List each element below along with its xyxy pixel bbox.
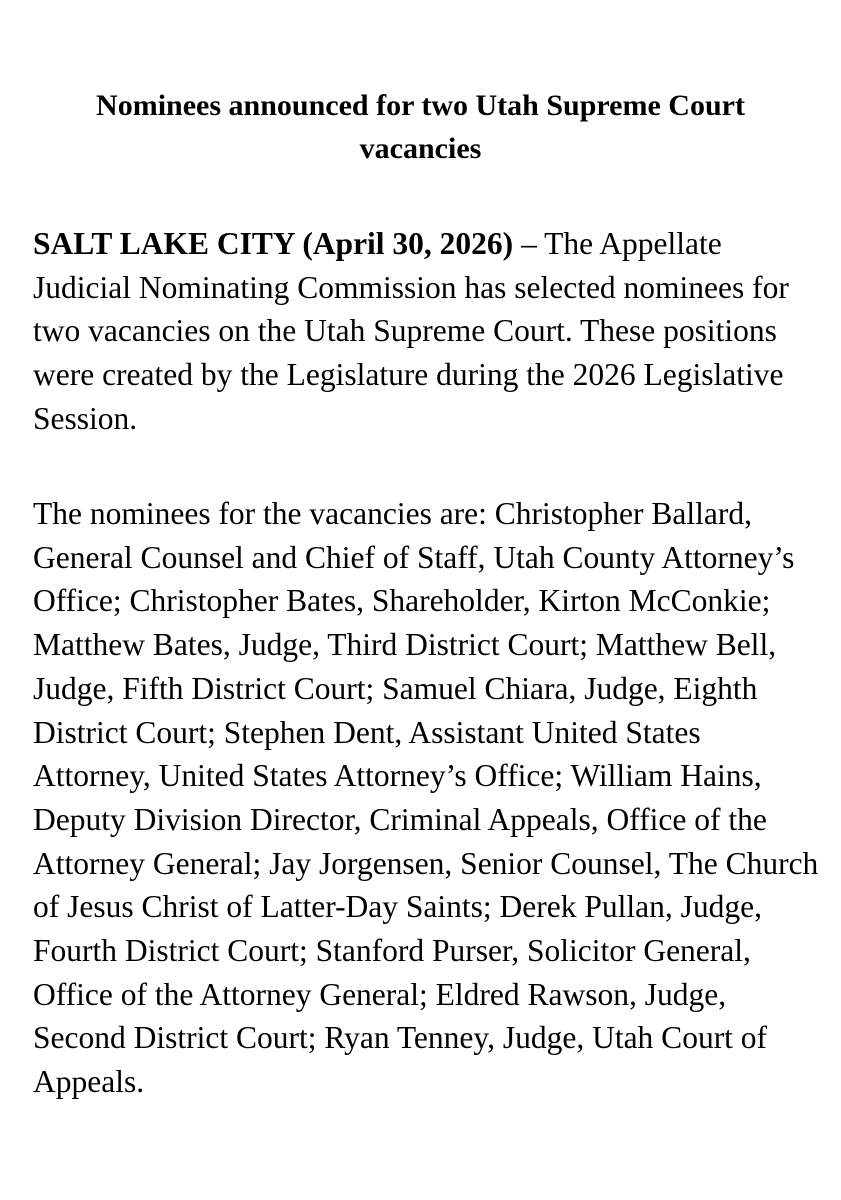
intro-paragraph xyxy=(33,222,823,441)
intro-text: – The Appellate Judicial Nominating Commission has selected nominees for two vacancies on the Utah Supreme Court. These positions were created by the Legislature during the 2026 Legislative Session. xyxy=(33,226,789,436)
document-title: Nominees announced for two Utah Supreme Court vacancies xyxy=(96,89,745,165)
nominees-paragraph: The nominees for the vacancies are: Christopher Ballard, General Counsel and Chief of Staff, Utah County Attorney’s Office; Christopher Bates, Shareholder, Kirton McConkie; Matthew Bates, Judge, Third District Court; Matthew Bell, Judge, Fifth District Court; Samuel Chiara, Judge, Eighth District Court; Stephen Dent, Assistant United States Attorney, United States Attorney’s Office; William Hains, Deputy Division Director, Criminal Appeals, Office of the Attorney General; Jay Jorgensen, Senior Counsel, The Church of Jesus Christ of Latter-Day Saints; Derek Pullan, Judge, Fourth District Court; Stanford Purser, Solicitor General, Office of the Attorney General; Eldred Rawson, Judge, Second District Court; Ryan Tenney, Judge, Utah Court of Appeals. xyxy=(33,496,819,1100)
dateline: SALT LAKE CITY (April 30, 2026) xyxy=(33,226,514,261)
